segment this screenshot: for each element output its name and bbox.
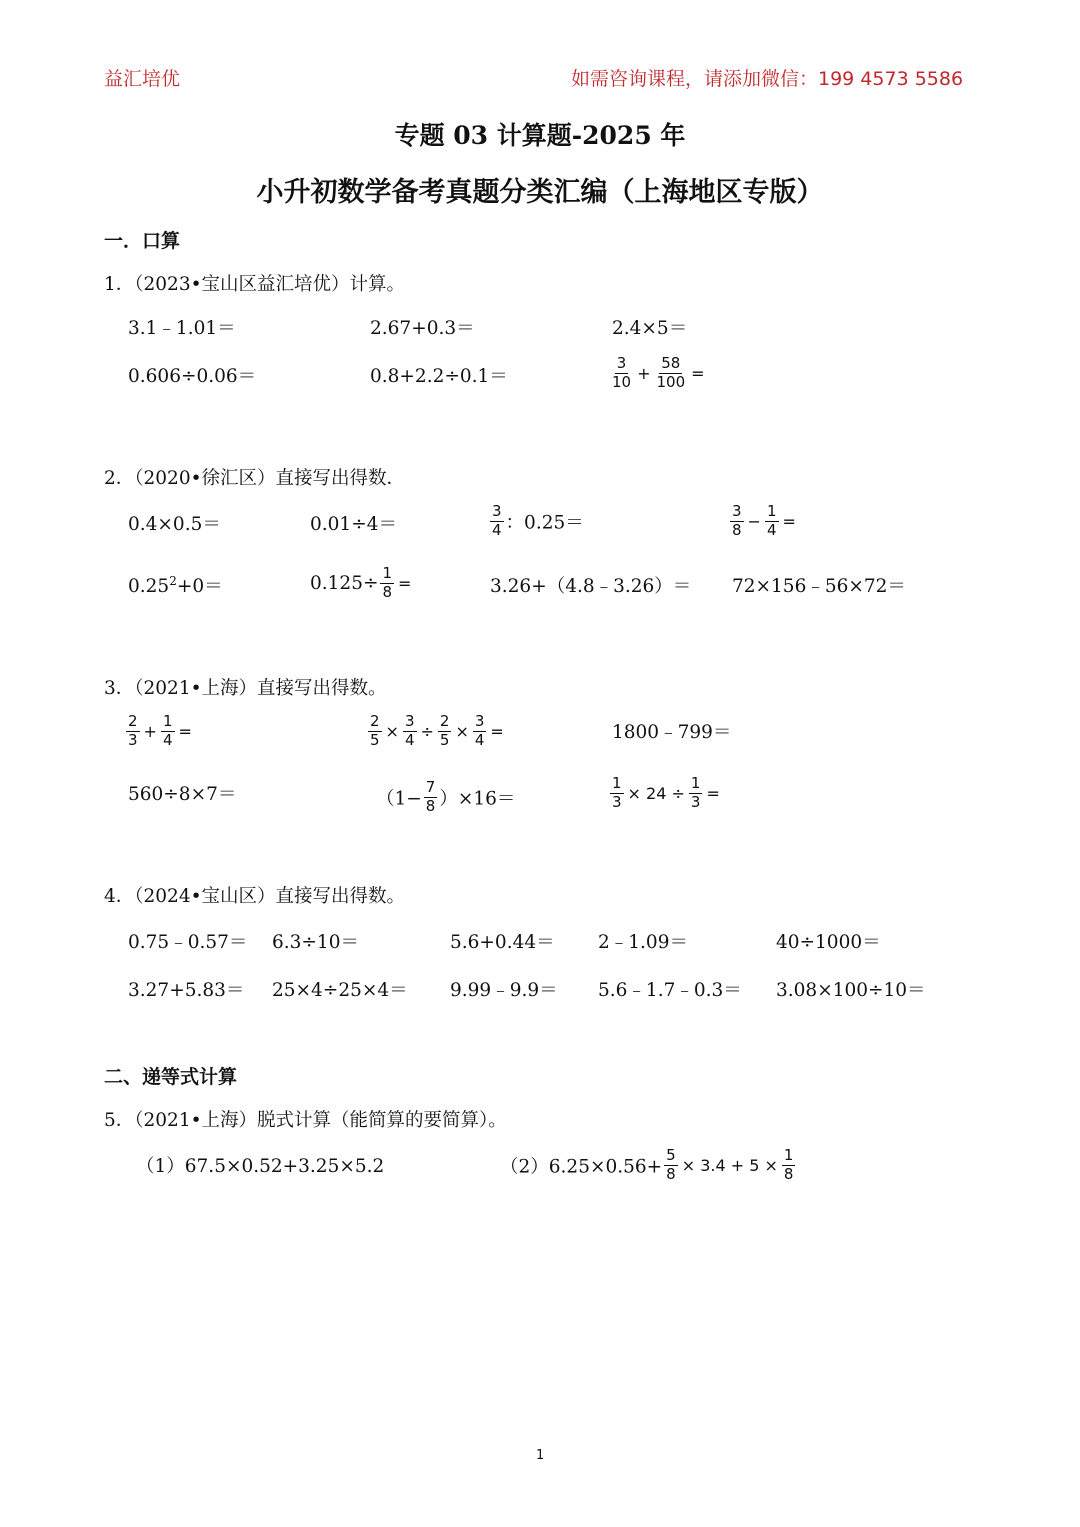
fraction: $\frac{1}{8}$ — [783, 1146, 794, 1183]
q4-expr: 9.99﹣9.9＝ — [450, 980, 558, 1001]
fraction: $\frac{1}{8}$ — [382, 564, 393, 601]
q2-expr-4: $\frac{3}{8}$ − $\frac{1}{4}$ = — [732, 502, 796, 539]
page-subtitle: 小升初数学备考真题分类汇编（上海地区专版） — [256, 177, 824, 208]
q4-expr: 2﹣1.09＝ — [598, 932, 688, 953]
section-heading-oral: 一．口算 — [104, 230, 181, 252]
q3-expr-2: $\frac{2}{5}$ × $\frac{3}{4}$ ÷ $\frac{2}{5}$ × $\frac{3}{4}$ = — [370, 712, 504, 749]
q4-expr: 3.27+5.83＝ — [128, 980, 245, 1001]
q2-expr-2: 0.01÷4＝ — [310, 514, 397, 535]
q1-expr-5: 0.8+2.2÷0.1＝ — [370, 366, 508, 387]
fraction: $\frac{3}{4}$ — [404, 712, 415, 749]
fraction: $\frac{1}{4}$ — [162, 712, 173, 749]
q2-expr-7: 3.26+（4.8﹣3.26）＝ — [490, 576, 692, 597]
q1-expr-1: 3.1﹣1.01＝ — [128, 318, 236, 339]
question-1-stem: 1．（2023•宝山区益汇培优）计算。 — [104, 274, 406, 295]
q1-expr-4: 0.606÷0.06＝ — [128, 366, 257, 387]
fraction: $\frac{3}{8}$ — [732, 502, 742, 539]
q4-expr: 3.08×100÷10＝ — [776, 980, 926, 1001]
q1-expr-6: $\frac{3}{10}$ + $\frac{58}{100}$ = — [612, 354, 705, 391]
question-2-stem: 2．（2020•徐汇区）直接写出得数． — [104, 468, 406, 489]
fraction: $\frac{3}{4}$ — [492, 502, 502, 539]
q3-expr-1: $\frac{2}{3}$ + $\frac{1}{4}$ = — [128, 712, 192, 749]
question-5-stem: 5．（2021•上海）脱式计算（能简算的要简算）。 — [104, 1110, 507, 1131]
q5-part-1: （1）67.5×0.52+3.25×5.2 — [136, 1156, 385, 1177]
fraction: $\frac{5}{8}$ — [666, 1146, 676, 1183]
q4-expr: 40÷1000＝ — [776, 932, 881, 953]
q4-expr: 25×4÷25×4＝ — [272, 980, 408, 1001]
q5-part-2: （2）6.25×0.56+ $\frac{5}{8}$ × 3.4 + 5 × $\frac{1}{8}$ — [500, 1146, 794, 1183]
q3-expr-6: $\frac{1}{3}$ × 24 ÷ $\frac{1}{3}$ = — [612, 774, 720, 811]
fraction: $\frac{1}{4}$ — [766, 502, 777, 539]
question-3-stem: 3．（2021•上海）直接写出得数。 — [104, 678, 387, 699]
q3-expr-3: 1800﹣799＝ — [612, 722, 732, 743]
fraction: $\frac{7}{8}$ — [425, 778, 436, 815]
page-title: 专题 03 计算题-2025 年 — [394, 121, 686, 150]
fraction: $\frac{1}{3}$ — [690, 774, 701, 811]
q4-expr: 5.6﹣1.7﹣0.3＝ — [598, 980, 742, 1001]
q2-expr-8: 72×156﹣56×72＝ — [732, 576, 906, 597]
q1-expr-3: 2.4×5＝ — [612, 318, 688, 339]
q3-expr-4: 560÷8×7＝ — [128, 784, 237, 805]
section-heading-stepwise: 二、递等式计算 — [104, 1066, 238, 1088]
q4-expr: 0.75﹣0.57＝ — [128, 932, 248, 953]
q1-expr-2: 2.67+0.3＝ — [370, 318, 475, 339]
fraction: $\frac{58}{100}$ — [656, 354, 686, 391]
q4-expr: 6.3÷10＝ — [272, 932, 359, 953]
fraction: $\frac{3}{4}$ — [474, 712, 485, 749]
q2-expr-6: 0.125÷ $\frac{1}{8}$ = — [310, 564, 412, 601]
fraction: $\frac{1}{3}$ — [612, 774, 622, 811]
q2-expr-1: 0.4×0.5＝ — [128, 514, 221, 535]
fraction: $\frac{3}{10}$ — [612, 354, 632, 391]
header-contact: 如需咨询课程，请添加微信：199 4573 5586 — [571, 68, 964, 90]
q2-expr-3: $\frac{3}{4}$ ：0.25＝ — [492, 502, 584, 539]
fraction: $\frac{2}{5}$ — [439, 712, 450, 749]
fraction: $\frac{2}{3}$ — [128, 712, 138, 749]
page-number: 1 — [536, 1448, 545, 1463]
header-brand: 益汇培优 — [104, 68, 181, 90]
fraction: $\frac{2}{5}$ — [370, 712, 380, 749]
q2-expr-5: $0.25^2+0=$ — [128, 573, 223, 597]
q4-expr: 5.6+0.44＝ — [450, 932, 555, 953]
q3-expr-5: （1− $\frac{7}{8}$ ）×16＝ — [376, 778, 516, 815]
question-4-stem: 4．（2024•宝山区）直接写出得数。 — [104, 886, 406, 907]
